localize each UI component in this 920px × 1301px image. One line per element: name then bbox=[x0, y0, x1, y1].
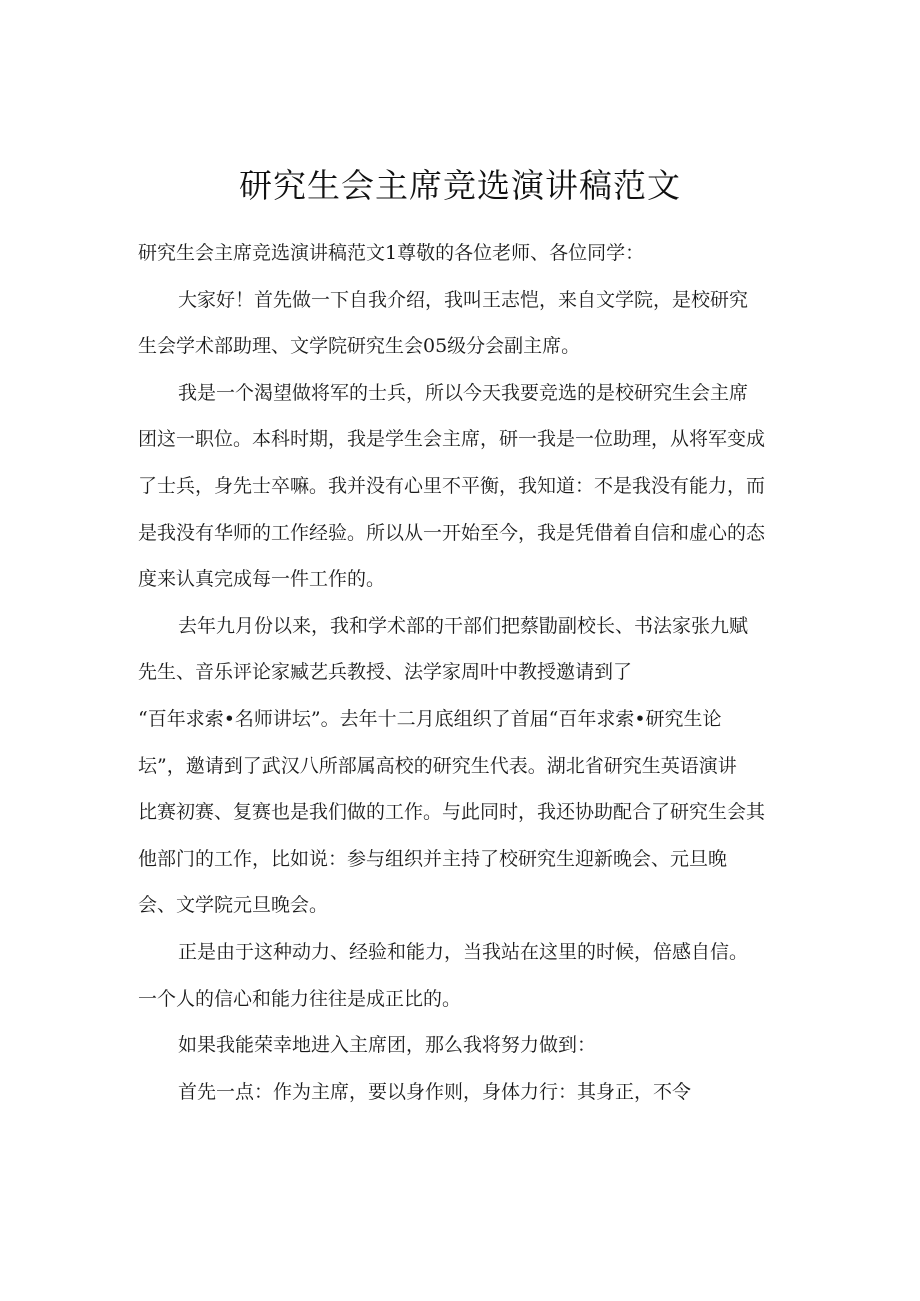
text-line: 正是由于这种动力、经验和能力，当我站在这里的时候，倍感自信。 bbox=[178, 940, 749, 963]
text-line: 大家好！首先做一下自我介绍，我叫王志恺，来自文学院，是校研究 bbox=[178, 288, 749, 311]
document-title: 研究生会主席竞选演讲稿范文 bbox=[239, 166, 681, 205]
text-line: 研究生会主席竞选演讲稿范文1尊敬的各位老师、各位同学： bbox=[138, 242, 645, 264]
text-line: 度来认真完成每一件工作的。 bbox=[138, 568, 386, 591]
text-line: 如果我能荣幸地进入主席团，那么我将努力做到： bbox=[178, 1034, 597, 1057]
text-line: 去年九月份以来，我和学术部的干部们把蔡勖副校长、书法家张九赋 bbox=[178, 614, 749, 637]
text-line: 一个人的信心和能力往往是成正比的。 bbox=[138, 987, 462, 1010]
text-line: 会、文学院元旦晚会。 bbox=[138, 894, 329, 917]
text-line: 他部门的工作，比如说：参与组织并主持了校研究生迎新晚会、元旦晚 bbox=[138, 847, 728, 870]
text-line: 首先一点：作为主席，要以身作则，身体力行：其身正，不令 bbox=[178, 1080, 692, 1103]
text-line: 我是一个渴望做将军的士兵，所以今天我要竞选的是校研究生会主席 bbox=[178, 381, 749, 404]
text-line: 坛”，邀请到了武汉八所部属高校的研究生代表。湖北省研究生英语演讲 bbox=[138, 754, 737, 777]
document-body bbox=[138, 230, 790, 1115]
text-line: 先生、音乐评论家臧艺兵教授、法学家周叶中教授邀请到了 bbox=[138, 661, 633, 684]
text-line: “百年求索•名师讲坛”。去年十二月底组织了首届“百年求索•研究生论 bbox=[138, 707, 722, 730]
text-line: 生会学术部助理、文学院研究生会05级分会副主席。 bbox=[138, 335, 581, 358]
text-line: 团这一职位。本科时期，我是学生会主席，研一我是一位助理，从将军变成 bbox=[138, 428, 766, 451]
text-line: 比赛初赛、复赛也是我们做的工作。与此同时，我还协助配合了研究生会其 bbox=[138, 801, 766, 824]
text-line: 是我没有华师的工作经验。所以从一开始至今，我是凭借着自信和虚心的态 bbox=[138, 521, 766, 544]
text-line: 了士兵，身先士卒嘛。我并没有心里不平衡，我知道：不是我没有能力，而 bbox=[138, 474, 766, 497]
